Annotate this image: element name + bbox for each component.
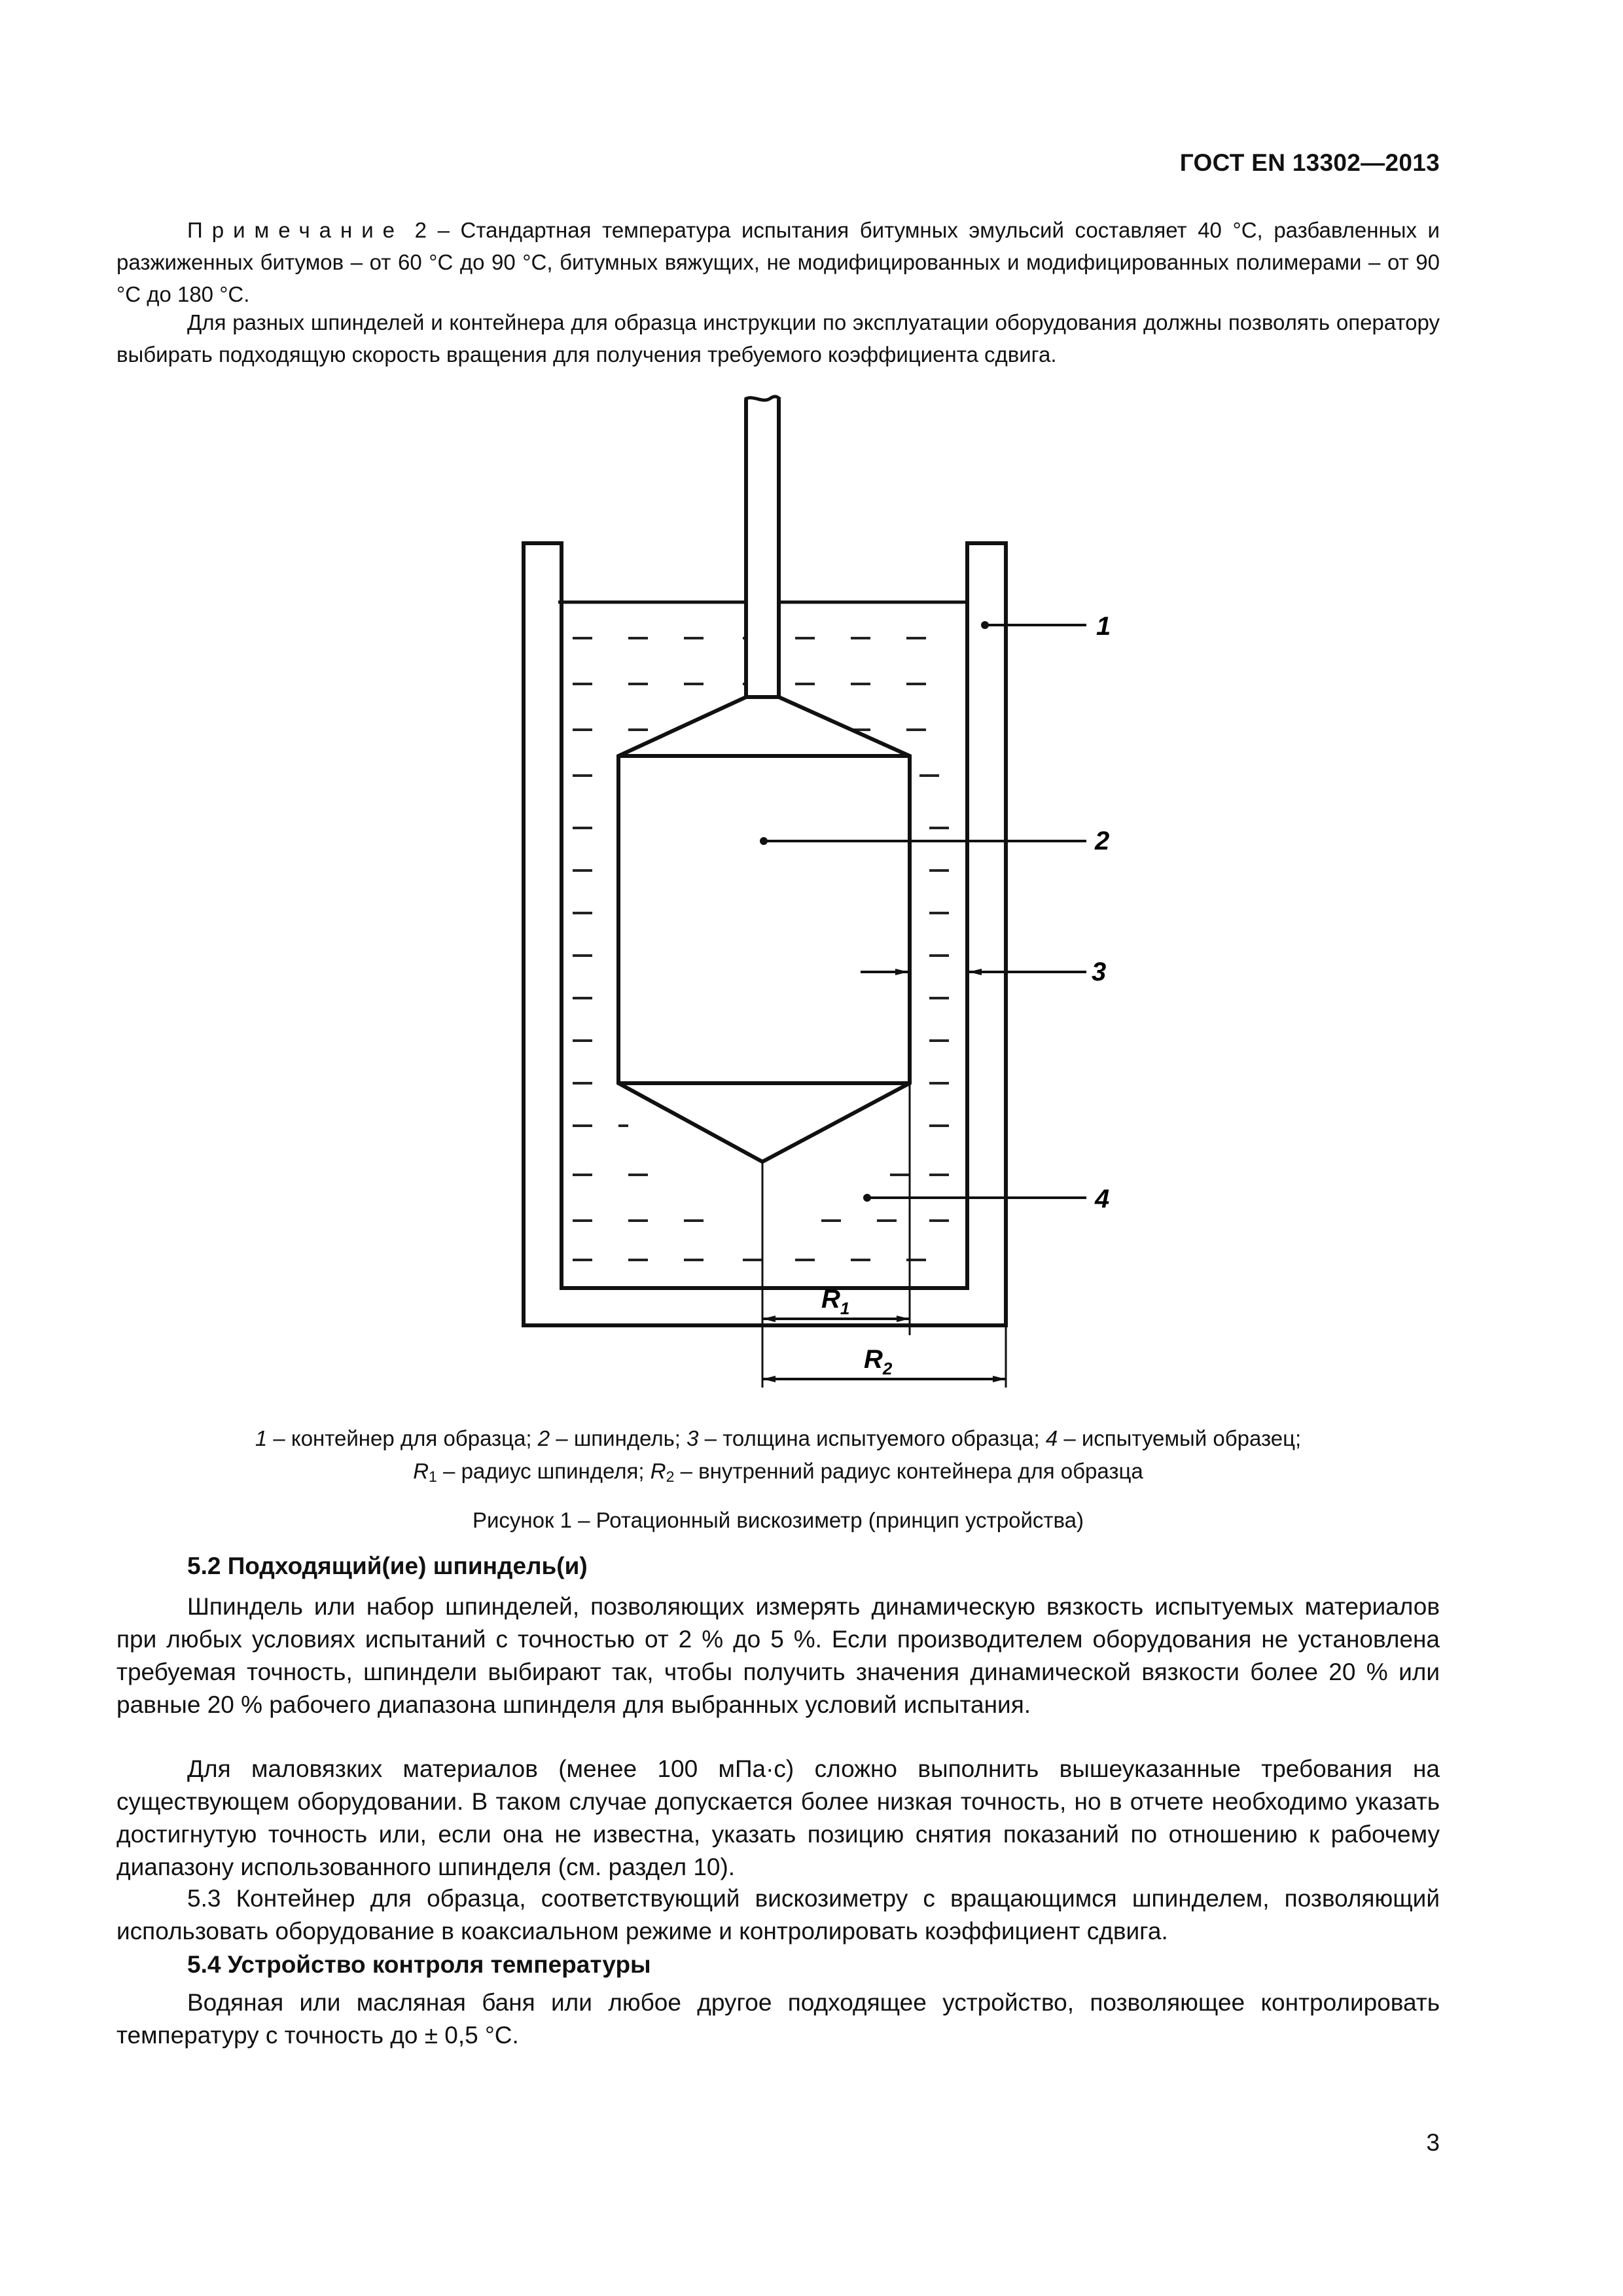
section-5-4-paragraph: Водяная или масляная баня или любое другое подходящее устройство, позволяющее контролировать температуру с точность до ± 0,5 °С. [116,1989,1440,2049]
section-5-2-paragraph-1: Шпиндель или набор шпинделей, позволяющих измерять динамическую вязкость испытуемых материалов при любых условиях испытаний с точностью от 2 % до 5 %. Если производителем оборудования не установлена требуемая точность, шпиндели выбирают так, чтобы получить значения динамической вязкости более 20 % или равные 20 % рабочего диапазона шпинделя для выбранных условий испытания. [116,1593,1440,1718]
section-5-4-heading: 5.4 Устройство контроля температуры [187,1951,651,1978]
callout-4-label: 4 [1095,1185,1110,1213]
callout-1-label: 1 [1096,612,1111,641]
callout-3-label: 3 [1092,958,1107,986]
figure-legend-line-2: $R_1$ – радиус шпинделя; $R_2$ – внутренний радиус контейнера для образца [413,1459,1143,1485]
document-code-header: ГОСТ EN 13302—2013 [1179,149,1440,176]
spindle-body [618,697,910,1162]
page-number: 3 [1426,2129,1440,2156]
note-paragraph [116,214,1440,310]
intro-paragraph: Для разных шпинделей и контейнера для образца инструкции по эксплуатации оборудования должны позволять оператору выбирать подходящую скорость вращения для получения требуемого коэффициента сдвига. [116,310,1440,367]
callout-2-label: 2 [1095,827,1110,855]
r2-label: $R_2$ [864,1345,893,1378]
note-label: Примечание [187,218,404,242]
spindle-shaft [745,397,780,697]
callout-1-leader [981,621,1086,629]
note-text: 2 – Стандартная температура испытания битумных эмульсий составляет 40 °С, разбавленных и разжиженных битумов – от 60 °С до 90 °С, битумных вяжущих, не модифицированных и модифицированных полимерами – от 90 °С до 180 °С. [116,218,1440,306]
figure-legend-line-1: 1 – контейнер для образца; 2 – шпиндель; 3 – толщина испытуемого образца; 4 – испытуемый образец; [255,1426,1302,1450]
section-5-3-paragraph: 5.3 Контейнер для образца, соответствующий вискозиметру с вращающимся шпинделем, позволяющий использовать оборудование в коаксиальном режиме и контролировать коэффициент сдвига. [116,1885,1440,1945]
r1-label: $R_1$ [821,1285,850,1318]
section-5-2-paragraph-2: Для маловязких материалов (менее 100 мПа·с) сложно выполнить вышеуказанные требования на существующем оборудовании. В таком случае допускается более низкая точность, но в отчете необходимо указать достигнутую точность или, если она не известна, указать позицию снятия показаний по отношению к рабочему диапазону использованного шпинделя (см. раздел 10). [116,1755,1440,1880]
callout-4-leader [863,1194,1086,1202]
section-5-2-heading: 5.2 Подходящий(ие) шпиндель(и) [187,1552,588,1579]
figure-caption: Рисунок 1 – Ротационный вискозиметр (принцип устройства) [472,1508,1084,1532]
viscometer-diagram [510,380,1165,1420]
